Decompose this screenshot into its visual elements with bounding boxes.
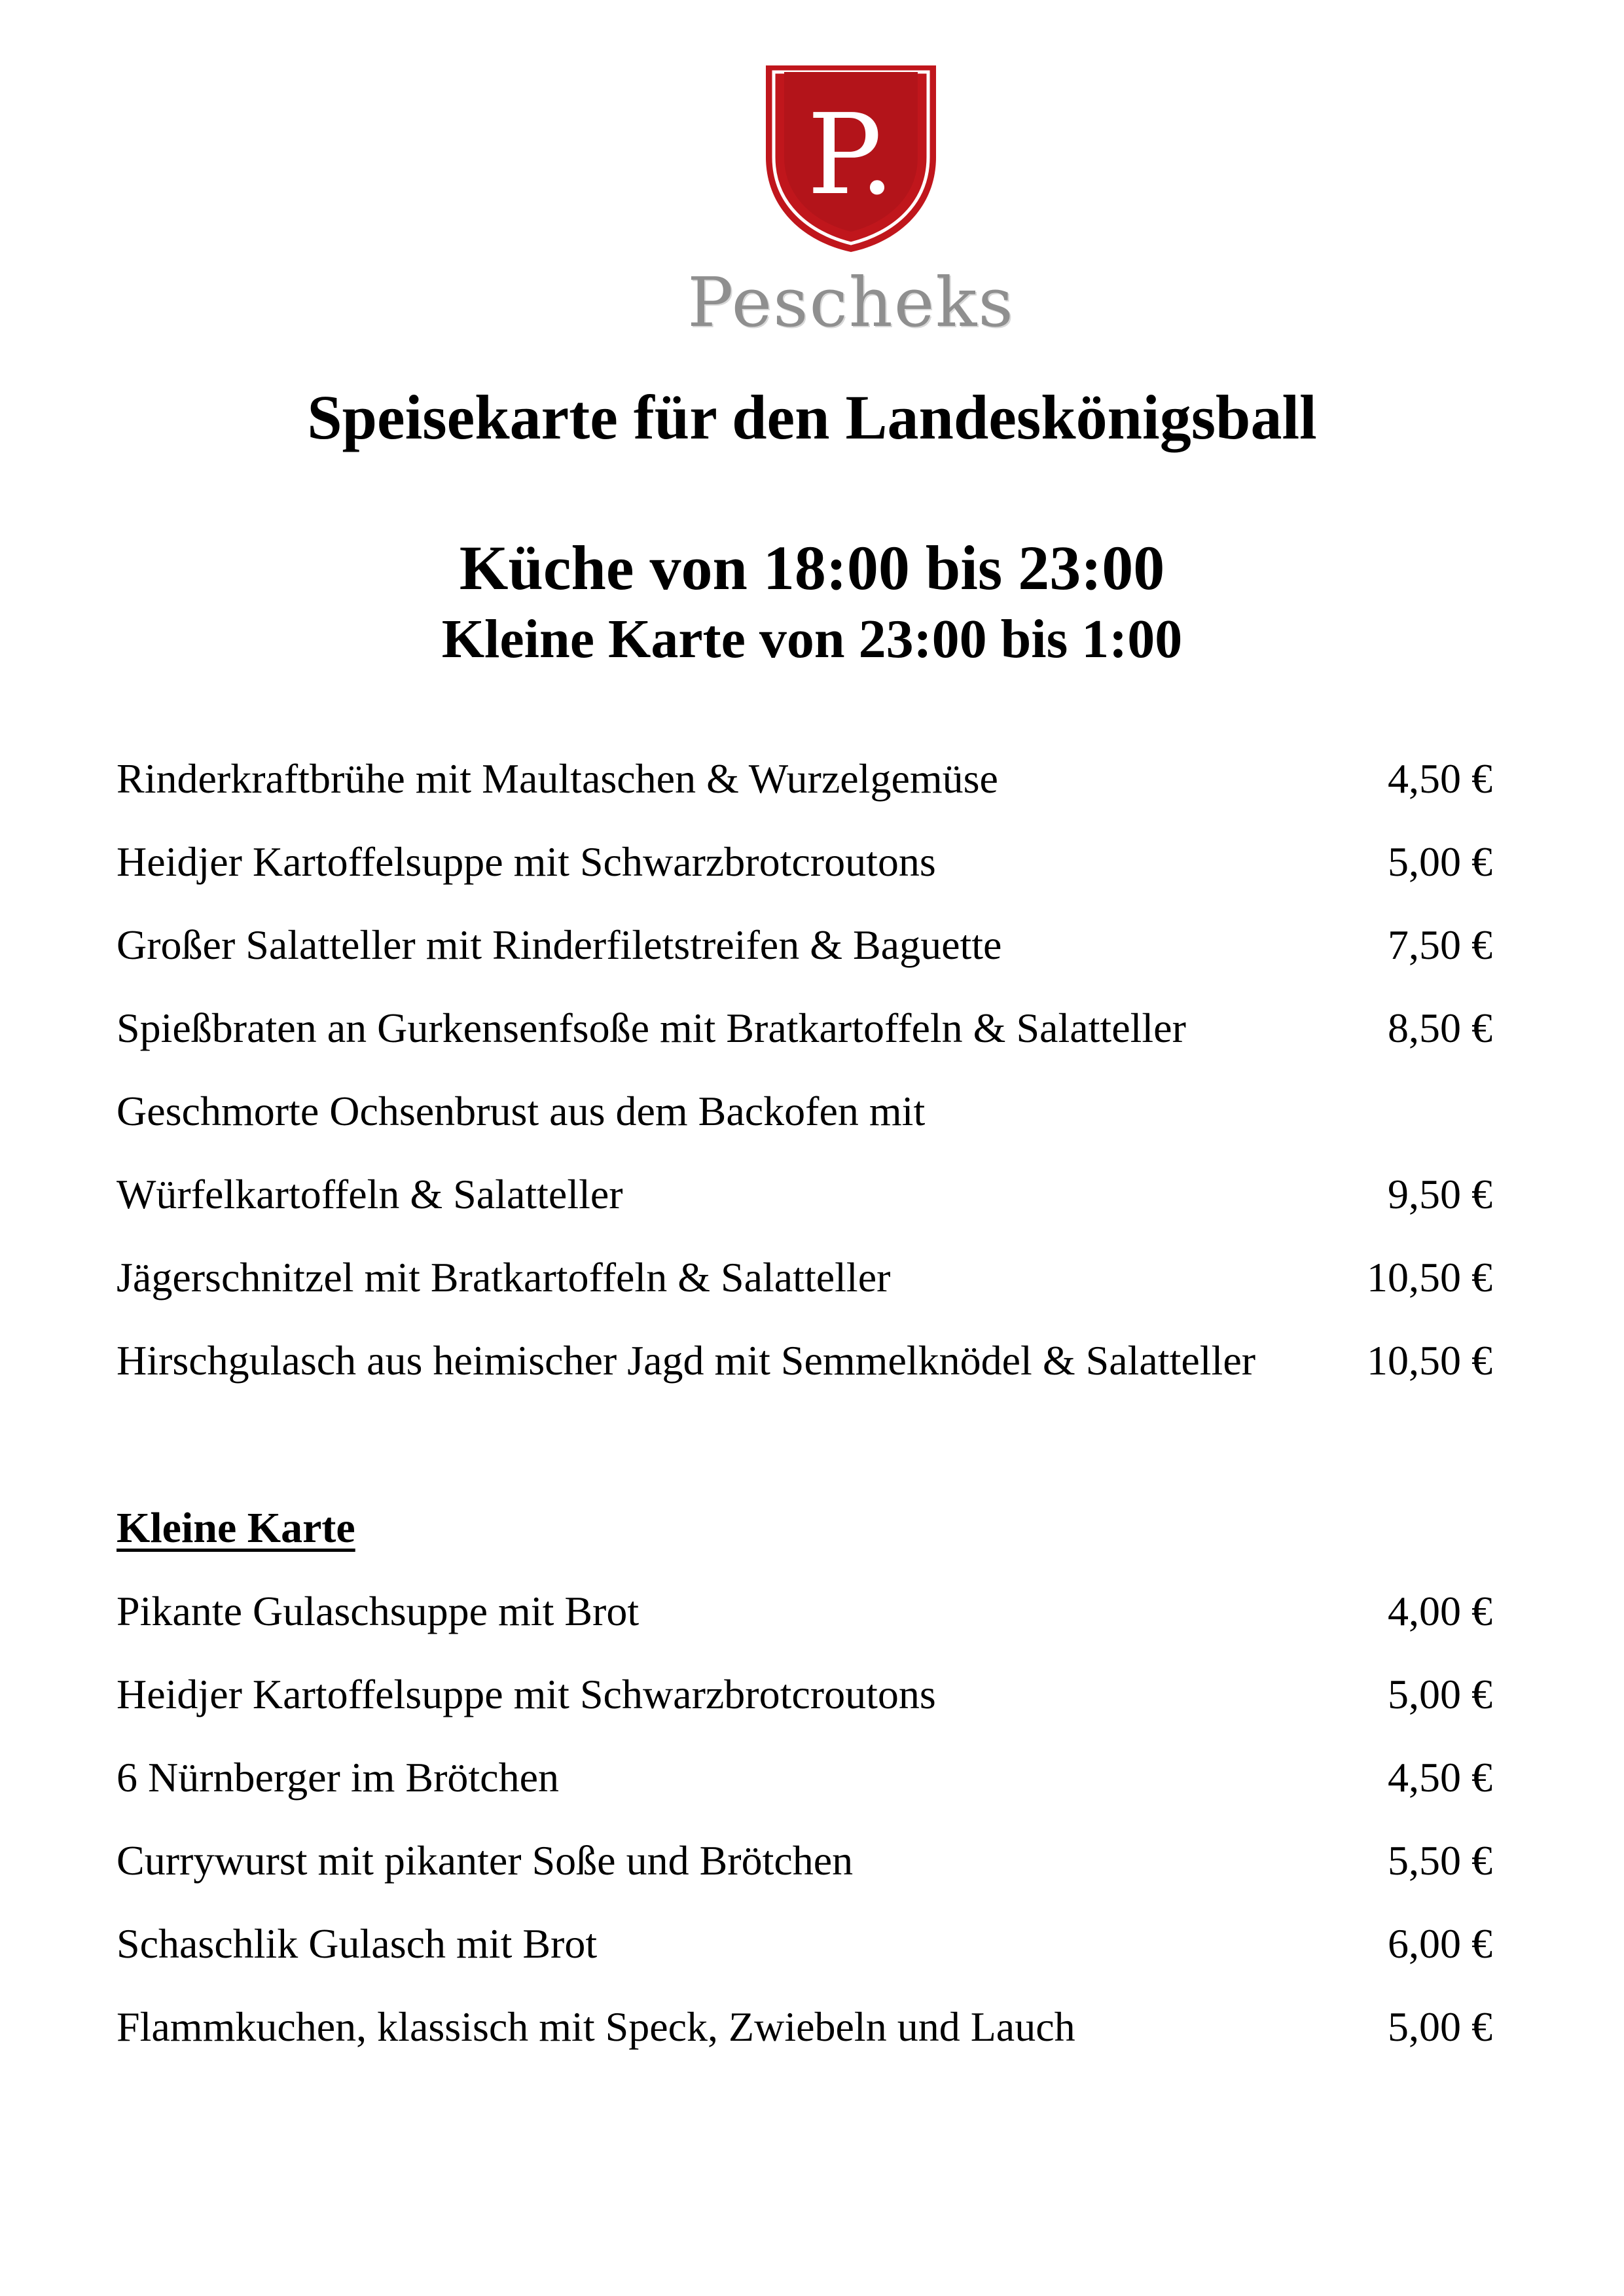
shield-logo-icon [753,59,949,255]
menu-item-price: 10,50 € [1367,1337,1492,1384]
menu-item-price: 6,00 € [1388,1920,1492,1967]
menu-item-name: Heidjer Kartoffelsuppe mit Schwarzbrotcroutons [117,1671,936,1717]
menu-item-name: Flammkuchen, klassisch mit Speck, Zwiebeln und Lauch [117,2003,1075,2050]
menu-item-price: 8,50 € [1388,1005,1492,1051]
menu-item-price: 5,00 € [1388,2003,1492,2050]
menu-item-price: 7,50 € [1388,922,1492,968]
menu-item-name: Jägerschnitzel mit Bratkartoffeln & Salatteller [117,1254,891,1300]
menu-item [117,1582,1492,1641]
logo-wordmark: Pescheks [687,262,1015,342]
menu-item [117,999,1492,1058]
page-title: Speisekarte für den Landeskönigsball [307,382,1317,452]
menu-item-price: 9,50 € [1388,1171,1492,1217]
menu-item-name: Schaschlik Gulasch mit Brot [117,1920,598,1967]
menu-item [117,1748,1492,1807]
menu-item-name: Spießbraten an Gurkensenfsoße mit Bratkartoffeln & Salatteller [117,1005,1186,1051]
menu-item-price: 10,50 € [1367,1254,1492,1300]
menu-item-name: Geschmorte Ochsenbrust aus dem Backofen mit [117,1088,926,1134]
menu-item-name: Rinderkraftbrühe mit Maultaschen & Wurzelgemüse [117,755,998,802]
menu-item [117,1665,1492,1724]
menu-item [117,1998,1492,2056]
menu-item-name: Heidjer Kartoffelsuppe mit Schwarzbrotcroutons [117,838,936,885]
menu-item [117,1082,1492,1141]
small-menu-hours: Kleine Karte von 23:00 bis 1:00 [441,609,1183,670]
menu-item-price: 5,00 € [1388,1671,1492,1717]
menu-item [117,916,1492,975]
menu-item [117,1248,1492,1307]
small-menu-heading: Kleine Karte [117,1504,355,1552]
menu-item [117,1165,1492,1224]
menu-item-price: 4,00 € [1388,1588,1492,1634]
logo-monogram: P. [807,90,895,220]
menu-item-name: Großer Salatteller mit Rinderfiletstreifen & Baguette [117,922,1002,968]
menu-item-name: Pikante Gulaschsuppe mit Brot [117,1588,640,1634]
menu-item [117,1914,1492,1973]
menu-item-price: 4,50 € [1388,1754,1492,1801]
menu-item-price: 4,50 € [1388,755,1492,802]
menu-item-price: 5,50 € [1388,1837,1492,1884]
menu-item [117,1831,1492,1890]
menu-item-name: Hirschgulasch aus heimischer Jagd mit Semmelknödel & Salatteller [117,1337,1256,1384]
menu-item [117,1331,1492,1390]
menu-item-price: 5,00 € [1388,838,1492,885]
menu-item-name: Currywurst mit pikanter Soße und Brötchen [117,1837,854,1884]
kitchen-hours: Küche von 18:00 bis 23:00 [459,533,1165,603]
menu-item-name: Würfelkartoffeln & Salatteller [117,1171,623,1217]
menu-item [117,749,1492,808]
restaurant-logo [655,46,1047,342]
menu-item [117,833,1492,891]
menu-item-name: 6 Nürnberger im Brötchen [117,1754,559,1801]
